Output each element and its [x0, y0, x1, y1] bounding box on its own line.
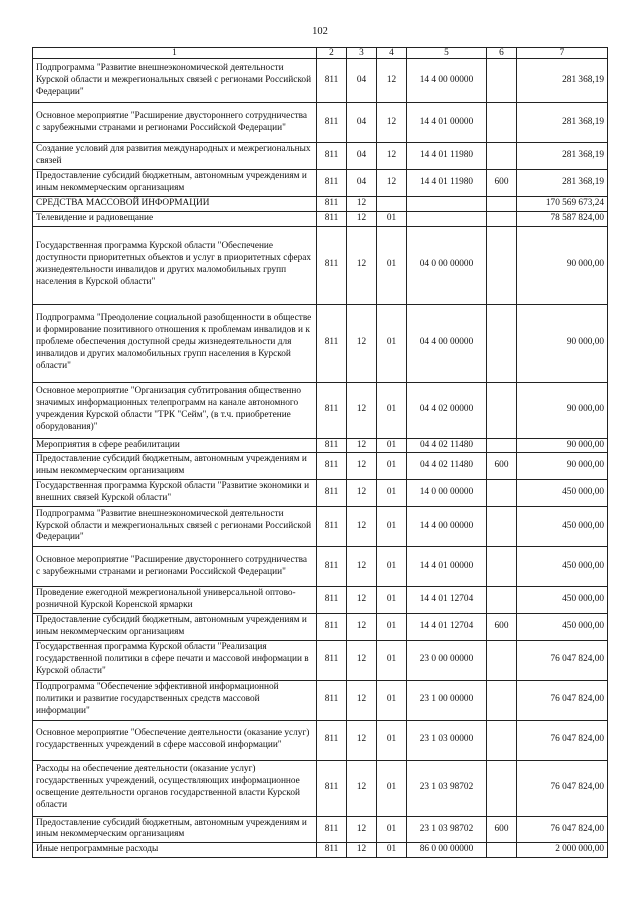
row-col-2: 811 — [317, 680, 347, 720]
row-col-2: 811 — [317, 196, 347, 211]
table-row — [33, 480, 608, 507]
row-col-4: 12 — [377, 103, 407, 143]
row-name: Основное мероприятие "Обеспечение деятельности (оказание услуг) государственных учреждений в сфере массовой информации" — [33, 720, 317, 760]
table-row — [33, 587, 608, 614]
row-amount: 76 047 824,00 — [517, 720, 608, 760]
row-col-2: 811 — [317, 226, 347, 304]
row-col-3: 12 — [347, 453, 377, 480]
row-col-6 — [487, 680, 517, 720]
row-col-2: 811 — [317, 720, 347, 760]
row-col-6 — [487, 226, 517, 304]
row-col-5: 14 4 01 12704 — [407, 613, 487, 640]
row-col-6 — [487, 382, 517, 438]
row-name: Иные непрограммные расходы — [33, 843, 317, 858]
row-amount: 90 000,00 — [517, 226, 608, 304]
row-col-2: 811 — [317, 438, 347, 453]
row-col-5: 14 4 00 00000 — [407, 507, 487, 547]
row-col-6: 600 — [487, 453, 517, 480]
row-col-6 — [487, 760, 517, 816]
row-col-6 — [487, 196, 517, 211]
row-col-2: 811 — [317, 640, 347, 680]
row-col-3: 12 — [347, 843, 377, 858]
row-amount: 90 000,00 — [517, 382, 608, 438]
row-col-5: 14 0 00 00000 — [407, 480, 487, 507]
header-col-6: 6 — [487, 48, 517, 59]
row-col-5: 04 4 02 11480 — [407, 438, 487, 453]
header-col-5: 5 — [407, 48, 487, 59]
table-row — [33, 843, 608, 858]
row-amount: 170 569 673,24 — [517, 196, 608, 211]
row-name: Основное мероприятие "Расширение двустороннего сотрудничества с зарубежными странами и регионами Российской Федерации" — [33, 103, 317, 143]
table-row — [33, 507, 608, 547]
table-row — [33, 640, 608, 680]
header-col-1: 1 — [33, 48, 317, 59]
row-col-2: 811 — [317, 816, 347, 843]
row-name: Государственная программа Курской области "Реализация государственной политики в сфере печати и массовой информации в Курской области" — [33, 640, 317, 680]
table-body — [33, 59, 608, 858]
row-amount: 78 587 824,00 — [517, 211, 608, 226]
row-col-2: 811 — [317, 382, 347, 438]
row-col-2: 811 — [317, 304, 347, 382]
row-col-5: 23 0 00 00000 — [407, 640, 487, 680]
row-col-2: 811 — [317, 507, 347, 547]
row-col-3: 04 — [347, 59, 377, 103]
row-col-4: 01 — [377, 816, 407, 843]
table-row — [33, 453, 608, 480]
row-name: Подпрограмма "Преодоление социальной разобщенности в обществе и формирование позитивного отношения к проблемам инвалидов и к проблеме обеспечения доступной среды жизнедеятельности для инвалидов и других маломобильных групп населения в Курской области" — [33, 304, 317, 382]
row-col-5: 14 4 01 00000 — [407, 547, 487, 587]
row-name: Предоставление субсидий бюджетным, автономным учреждениям и иным некоммерческим организациям — [33, 170, 317, 197]
row-col-5: 04 4 02 00000 — [407, 382, 487, 438]
row-col-5: 14 4 01 11980 — [407, 170, 487, 197]
row-col-6 — [487, 480, 517, 507]
row-col-5: 23 1 03 98702 — [407, 760, 487, 816]
row-col-4: 01 — [377, 720, 407, 760]
row-col-5 — [407, 211, 487, 226]
row-col-2: 811 — [317, 547, 347, 587]
row-col-3: 12 — [347, 816, 377, 843]
row-col-4: 01 — [377, 640, 407, 680]
row-col-6 — [487, 547, 517, 587]
row-amount: 2 000 000,00 — [517, 843, 608, 858]
row-col-5: 04 4 00 00000 — [407, 304, 487, 382]
row-col-3: 04 — [347, 103, 377, 143]
row-amount: 90 000,00 — [517, 438, 608, 453]
row-col-4: 01 — [377, 587, 407, 614]
row-col-6 — [487, 304, 517, 382]
row-col-4: 01 — [377, 507, 407, 547]
row-col-3: 04 — [347, 143, 377, 170]
row-col-4: 01 — [377, 843, 407, 858]
row-col-3: 12 — [347, 760, 377, 816]
row-col-4: 01 — [377, 226, 407, 304]
row-col-5: 14 4 01 12704 — [407, 587, 487, 614]
table-row — [33, 226, 608, 304]
row-name: Государственная программа Курской области "Развитие экономики и внешних связей Курской области" — [33, 480, 317, 507]
row-col-4 — [377, 196, 407, 211]
row-col-3: 12 — [347, 640, 377, 680]
row-col-6 — [487, 438, 517, 453]
row-col-5: 04 0 00 00000 — [407, 226, 487, 304]
budget-table — [32, 47, 608, 858]
row-col-4: 01 — [377, 480, 407, 507]
row-name: Государственная программа Курской области "Обеспечение доступности приоритетных объектов и услуг в приоритетных сферах жизнедеятельности инвалидов и других маломобильных групп населения в Курской области" — [33, 226, 317, 304]
row-name: Предоставление субсидий бюджетным, автономным учреждениям и иным некоммерческим организациям — [33, 453, 317, 480]
row-col-4: 12 — [377, 143, 407, 170]
row-name: Подпрограмма "Развитие внешнеэкономической деятельности Курской области и межрегиональных связей с регионами Российской Федерации" — [33, 507, 317, 547]
row-col-3: 12 — [347, 196, 377, 211]
table-row — [33, 760, 608, 816]
row-amount: 281 368,19 — [517, 59, 608, 103]
row-name: СРЕДСТВА МАССОВОЙ ИНФОРМАЦИИ — [33, 196, 317, 211]
row-amount: 90 000,00 — [517, 304, 608, 382]
row-col-2: 811 — [317, 613, 347, 640]
row-col-6: 600 — [487, 613, 517, 640]
row-col-4: 01 — [377, 453, 407, 480]
row-col-6 — [487, 640, 517, 680]
row-col-6 — [487, 720, 517, 760]
row-amount: 76 047 824,00 — [517, 640, 608, 680]
row-amount: 450 000,00 — [517, 547, 608, 587]
row-col-2: 811 — [317, 170, 347, 197]
table-row — [33, 143, 608, 170]
row-col-4: 01 — [377, 613, 407, 640]
row-col-6: 600 — [487, 170, 517, 197]
header-col-3: 3 — [347, 48, 377, 59]
row-name: Предоставление субсидий бюджетным, автономным учреждениям и иным некоммерческим организациям — [33, 613, 317, 640]
row-col-5 — [407, 196, 487, 211]
header-col-2: 2 — [317, 48, 347, 59]
row-col-6 — [487, 843, 517, 858]
row-col-4: 12 — [377, 59, 407, 103]
row-amount: 281 368,19 — [517, 170, 608, 197]
row-col-3: 12 — [347, 226, 377, 304]
row-col-3: 12 — [347, 438, 377, 453]
row-name: Мероприятия в сфере реабилитации — [33, 438, 317, 453]
row-col-3: 12 — [347, 587, 377, 614]
row-col-5: 14 4 00 00000 — [407, 59, 487, 103]
row-amount: 450 000,00 — [517, 480, 608, 507]
table-row — [33, 211, 608, 226]
row-name: Предоставление субсидий бюджетным, автономным учреждениям и иным некоммерческим организациям — [33, 816, 317, 843]
row-name: Основное мероприятие "Расширение двустороннего сотрудничества с зарубежными странами и регионами Российской Федерации" — [33, 547, 317, 587]
row-col-4: 01 — [377, 304, 407, 382]
row-col-6 — [487, 507, 517, 547]
table-header-row — [33, 48, 608, 59]
row-col-2: 811 — [317, 843, 347, 858]
header-col-4: 4 — [377, 48, 407, 59]
table-row — [33, 304, 608, 382]
row-col-5: 04 4 02 11480 — [407, 453, 487, 480]
row-col-2: 811 — [317, 480, 347, 507]
row-amount: 450 000,00 — [517, 507, 608, 547]
row-col-3: 12 — [347, 480, 377, 507]
row-col-5: 14 4 01 00000 — [407, 103, 487, 143]
row-col-6 — [487, 103, 517, 143]
row-col-4: 01 — [377, 680, 407, 720]
row-col-2: 811 — [317, 587, 347, 614]
row-col-5: 23 1 03 98702 — [407, 816, 487, 843]
row-col-2: 811 — [317, 211, 347, 226]
table-row — [33, 680, 608, 720]
page-number: 102 — [312, 26, 328, 37]
row-name: Подпрограмма "Обеспечение эффективной информационной политики и развитие государственных средств массовой информации" — [33, 680, 317, 720]
row-col-4: 01 — [377, 547, 407, 587]
row-col-6 — [487, 587, 517, 614]
row-col-4: 01 — [377, 211, 407, 226]
row-col-4: 01 — [377, 382, 407, 438]
row-col-4: 12 — [377, 170, 407, 197]
table-row — [33, 196, 608, 211]
row-col-3: 12 — [347, 304, 377, 382]
table-row — [33, 382, 608, 438]
row-col-3: 12 — [347, 547, 377, 587]
row-col-6: 600 — [487, 816, 517, 843]
table-row — [33, 613, 608, 640]
row-name: Проведение ежегодной межрегиональной универсальной оптово-розничной Курской Коренской ярмарки — [33, 587, 317, 614]
table-row — [33, 103, 608, 143]
row-amount: 450 000,00 — [517, 613, 608, 640]
row-amount: 281 368,19 — [517, 103, 608, 143]
row-col-3: 12 — [347, 382, 377, 438]
row-col-2: 811 — [317, 760, 347, 816]
row-name: Создание условий для развития международных и межрегиональных связей — [33, 143, 317, 170]
row-col-3: 12 — [347, 680, 377, 720]
row-col-4: 01 — [377, 438, 407, 453]
row-col-5: 23 1 00 00000 — [407, 680, 487, 720]
row-col-6 — [487, 211, 517, 226]
row-col-3: 12 — [347, 211, 377, 226]
row-col-3: 12 — [347, 507, 377, 547]
table-row — [33, 547, 608, 587]
table-row — [33, 438, 608, 453]
row-col-5: 23 1 03 00000 — [407, 720, 487, 760]
row-col-2: 811 — [317, 143, 347, 170]
table-row — [33, 170, 608, 197]
row-amount: 450 000,00 — [517, 587, 608, 614]
row-name: Подпрограмма "Развитие внешнеэкономической деятельности Курской области и межрегиональных связей с регионами Российской Федерации" — [33, 59, 317, 103]
row-col-6 — [487, 143, 517, 170]
row-col-5: 86 0 00 00000 — [407, 843, 487, 858]
row-name: Расходы на обеспечение деятельности (оказание услуг) государственных учреждений, осуществляющих информационное освещение деятельности органов государственной власти Курской области — [33, 760, 317, 816]
row-amount: 90 000,00 — [517, 453, 608, 480]
row-col-5: 14 4 01 11980 — [407, 143, 487, 170]
table-row — [33, 720, 608, 760]
row-amount: 76 047 824,00 — [517, 816, 608, 843]
row-amount: 281 368,19 — [517, 143, 608, 170]
row-name: Основное мероприятие "Организация субтитрования общественно значимых информационных телепрограмм на канале автономного учреждения Курской области "ТРК "Сейм", (в т.ч. приобретение оборудования)" — [33, 382, 317, 438]
row-col-2: 811 — [317, 103, 347, 143]
row-col-6 — [487, 59, 517, 103]
header-col-7: 7 — [517, 48, 608, 59]
row-col-2: 811 — [317, 59, 347, 103]
row-col-4: 01 — [377, 760, 407, 816]
row-col-2: 811 — [317, 453, 347, 480]
row-col-3: 12 — [347, 613, 377, 640]
row-col-3: 12 — [347, 720, 377, 760]
row-name: Телевидение и радиовещание — [33, 211, 317, 226]
table-row — [33, 816, 608, 843]
row-col-3: 04 — [347, 170, 377, 197]
row-amount: 76 047 824,00 — [517, 760, 608, 816]
table-row — [33, 59, 608, 103]
row-amount: 76 047 824,00 — [517, 680, 608, 720]
